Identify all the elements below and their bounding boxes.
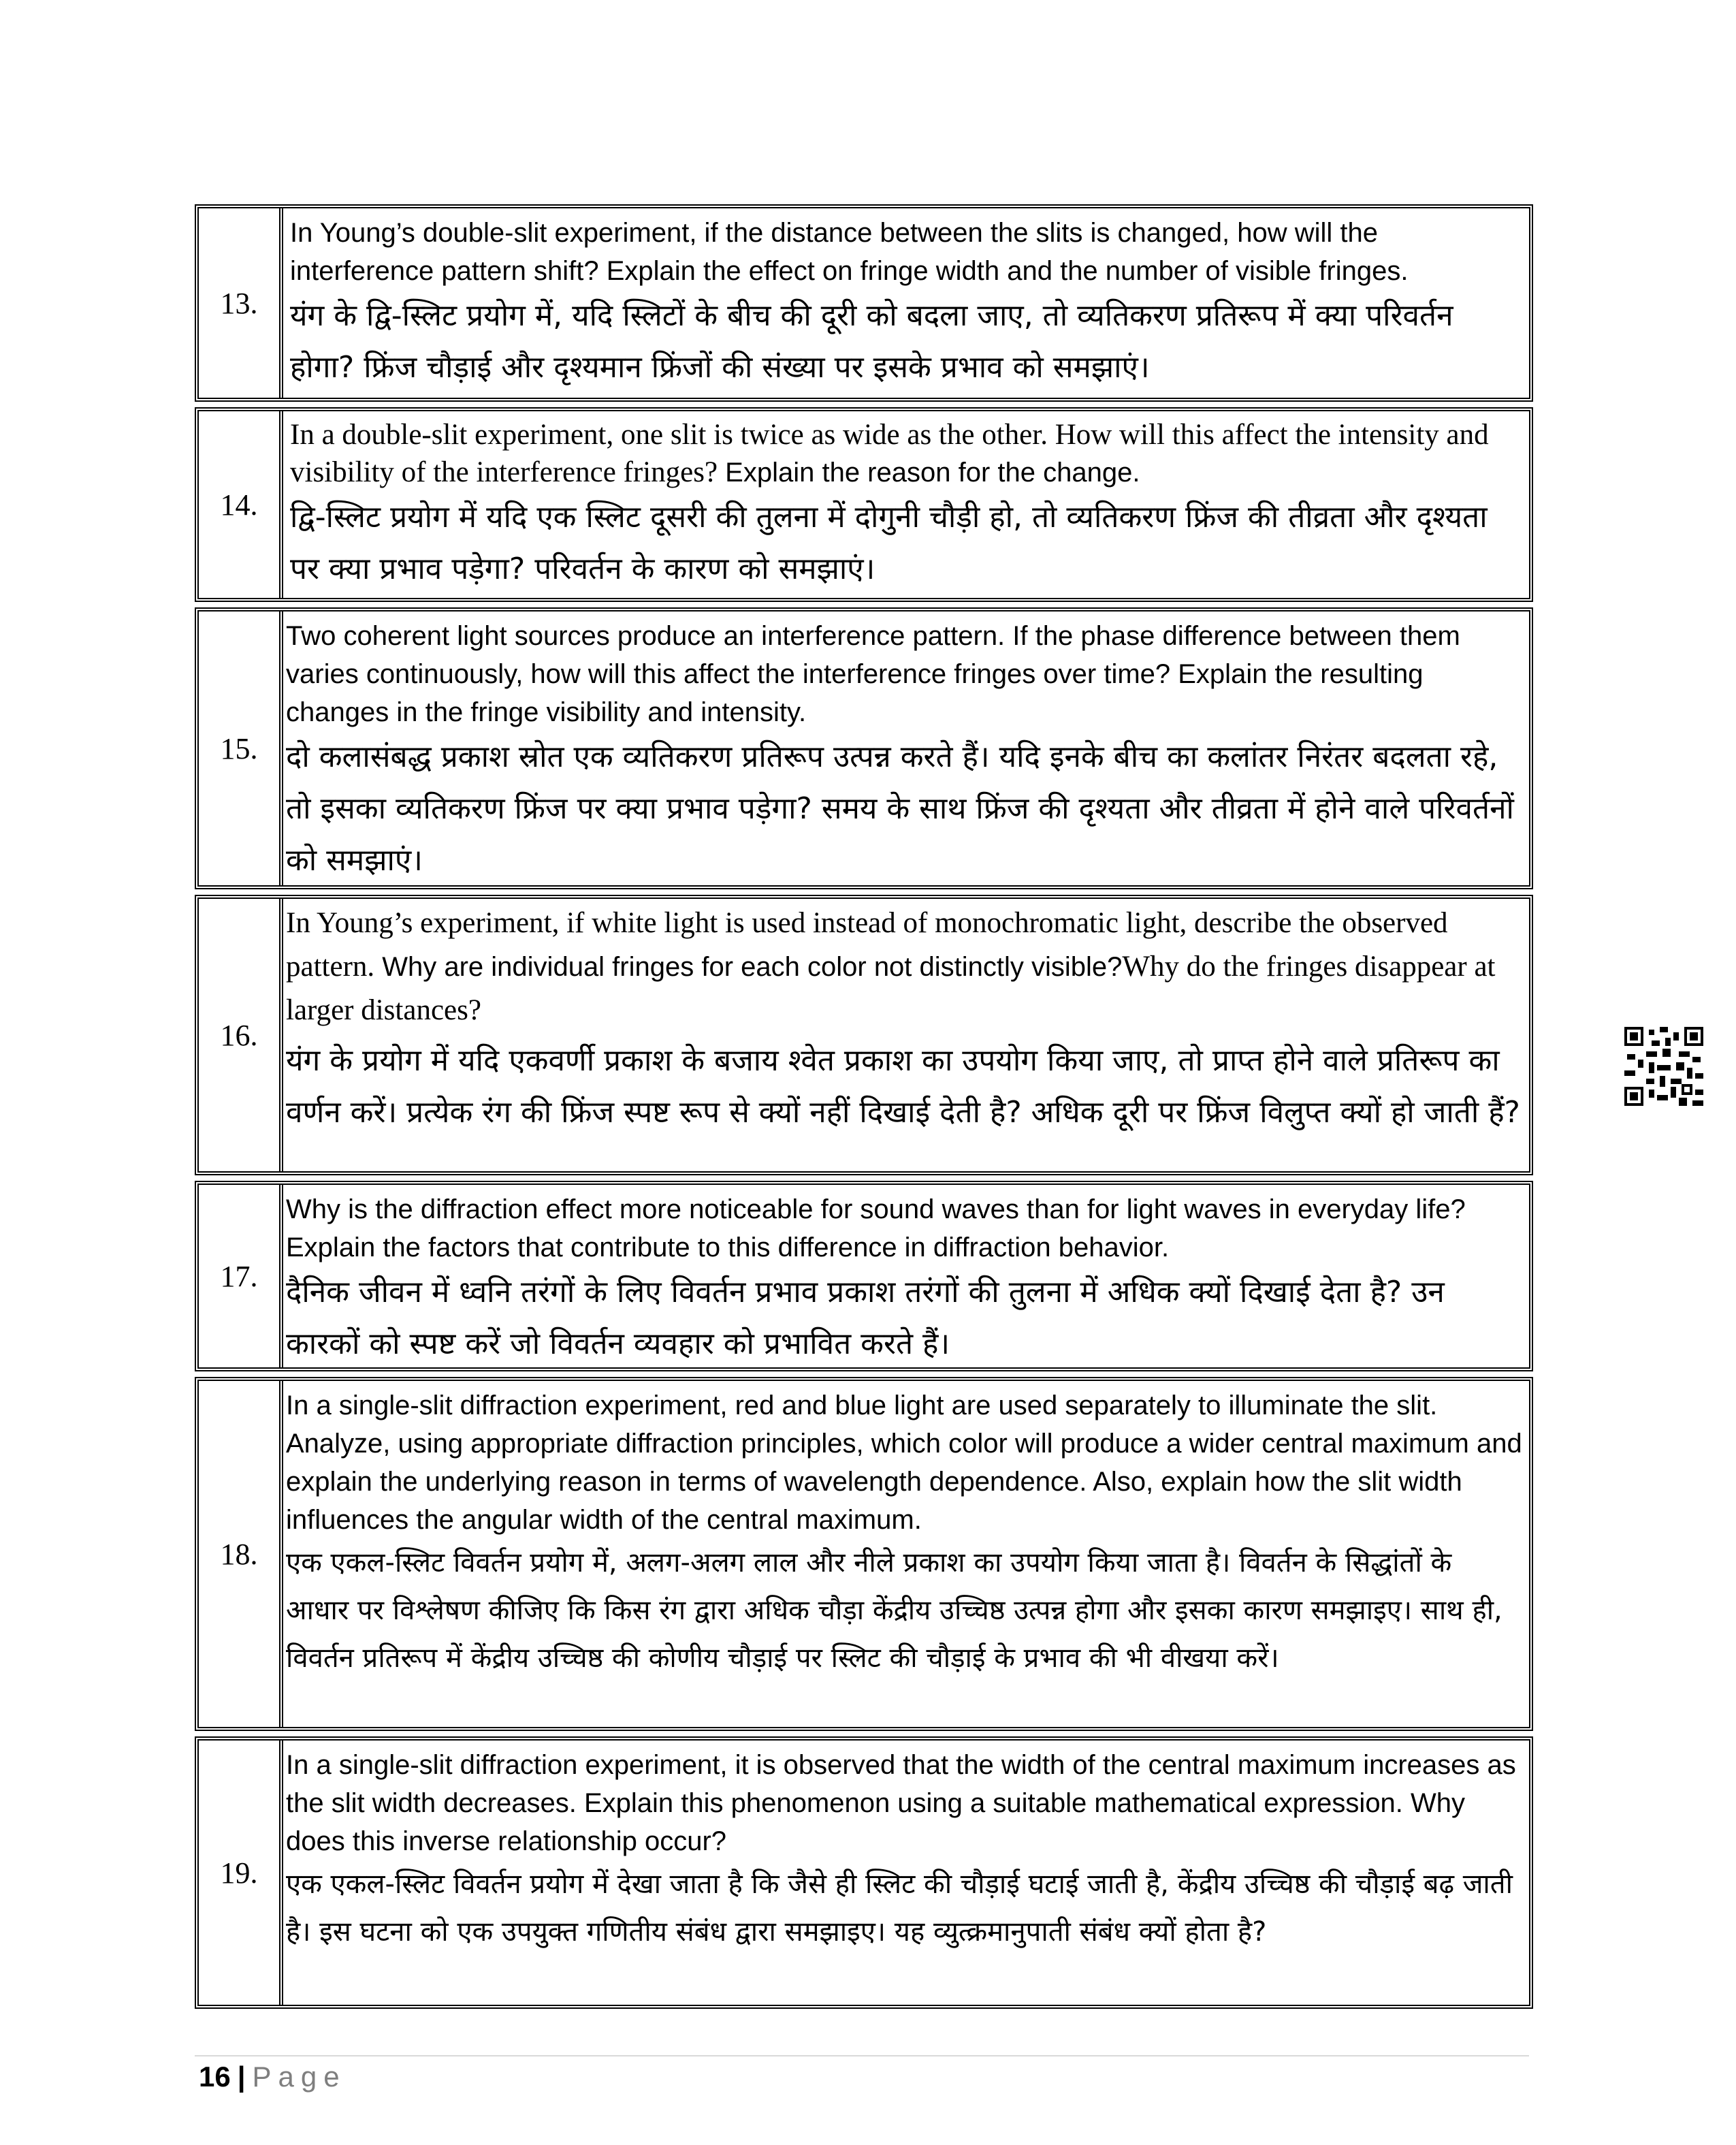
- question-english-part2: Why are individual fringes for each color not distinctly visible?: [374, 952, 1123, 982]
- page-label: Page: [252, 2061, 347, 2093]
- page-number: 16: [199, 2061, 231, 2093]
- question-english-part2: Explain the reason for the change.: [718, 458, 1140, 488]
- question-number: 19.: [199, 1741, 283, 2005]
- question-row-17: [195, 1181, 1533, 1371]
- question-english: [290, 417, 1522, 492]
- question-body: [283, 411, 1529, 598]
- question-body: [283, 1185, 1529, 1367]
- question-body: [283, 1741, 1529, 2005]
- question-body: [283, 1381, 1529, 1727]
- qr-code-icon: [1624, 1027, 1703, 1106]
- question-hindi: द्वि-स्लिट प्रयोग में यदि एक स्लिट दूसरी की तुलना में दोगुनी चौड़ी हो, तो व्यतिकरण फ्रिंज की तीव्रता और दृश्यता पर क्या प्रभाव पड़ेगा? परिवर्तन के कारण को समझाएं।: [290, 500, 1488, 586]
- footer-divider: [195, 2055, 1529, 2056]
- question-row-15: [195, 607, 1533, 889]
- question-hindi: एक एकल-स्लिट विवर्तन प्रयोग में देखा जाता है कि जैसे ही स्लिट की चौड़ाई घटाई जाती है, केंद्रीय उच्चिष्ठ की चौड़ाई बढ़ जाती है। इस घटना को एक उपयुक्त गणितीय संबंध द्वारा समझाइए। यह व्युत्क्रमानुपाती संबंध क्यों होता है?: [286, 1869, 1513, 1948]
- question-english: In Young’s double-slit experiment, if the distance between the slits is changed, how will the interference pattern shift? Explain the effect on fringe width and the number of visible fringes.: [290, 218, 1409, 286]
- question-hindi: यंग के प्रयोग में यदि एकवर्णी प्रकाश के बजाय श्वेत प्रकाश का उपयोग किया जाए, तो प्राप्त होने वाले प्रतिरूप का वर्णन करें। प्रत्येक रंग की फ्रिंज स्पष्ट रूप से क्यों नहीं दिखाई देती है? अधिक दूरी पर फ्रिंज विलुप्त क्यों हो जाती हैं?: [286, 1043, 1520, 1130]
- question-row-16: [195, 895, 1533, 1175]
- footer-separator: |: [237, 2061, 246, 2093]
- question-row-13: [195, 204, 1533, 402]
- question-table: [195, 204, 1533, 2014]
- question-hindi: एक एकल-स्लिट विवर्तन प्रयोग में, अलग-अलग लाल और नीले प्रकाश का उपयोग किया जाता है। विवर्तन के सिद्धांतों के आधार पर विश्लेषण कीजिए कि किस रंग द्वारा अधिक चौड़ा केंद्रीय उच्चिष्ठ उत्पन्न होगा और इसका कारण समझाइए। साथ ही, विवर्तन प्रतिरूप में केंद्रीय उच्चिष्ठ की कोणीय चौड़ाई पर स्लिट की चौड़ाई के प्रभाव की भी वीखया करें।: [286, 1547, 1502, 1674]
- page-footer: [199, 2061, 347, 2093]
- question-number: 18.: [199, 1381, 283, 1727]
- question-row-18: [195, 1377, 1533, 1731]
- question-number: 15.: [199, 611, 283, 885]
- question-english: In a single-slit diffraction experiment, it is observed that the width of the central maximum increases as the slit width decreases. Explain this phenomenon using a suitable mathematical expression. Why does this inverse relationship occur?: [286, 1750, 1516, 1856]
- question-body: [283, 611, 1529, 885]
- question-english-part1: In Young’s experiment, if white light is used instead of monochromatic light, describe the observed pattern.: [286, 907, 1448, 983]
- question-row-14: [195, 407, 1533, 602]
- question-number: 17.: [199, 1185, 283, 1367]
- question-body: [283, 208, 1529, 398]
- question-english-part1: In a double-slit experiment, one slit is twice as wide as the other. How will this affect the intensity and visibility of the interference fringes?: [290, 419, 1489, 488]
- question-english: Two coherent light sources produce an interference pattern. If the phase difference between them varies continuously, how will this affect the interference fringes over time? Explain the resulting changes in the fringe visibility and intensity.: [286, 621, 1460, 727]
- question-hindi: दैनिक जीवन में ध्वनि तरंगों के लिए विवर्तन प्रभाव प्रकाश तरंगों की तुलना में अधिक क्यों दिखाई देता है? उन कारकों को स्पष्ट करें जो विवर्तन व्यवहार को प्रभावित करते हैं।: [286, 1275, 1445, 1361]
- question-number: 16.: [199, 899, 283, 1171]
- question-body: [283, 899, 1529, 1171]
- question-number: 13.: [199, 208, 283, 398]
- question-english: In a single-slit diffraction experiment, red and blue light are used separately to illuminate the slit. Analyze, using appropriate diffraction principles, which color will produce a wider central maximum and explain the underlying reason in terms of wavelength dependence. Also, explain how the slit width influences the angular width of the central maximum.: [286, 1391, 1522, 1535]
- question-hindi: यंग के द्वि-स्लिट प्रयोग में, यदि स्लिटों के बीच की दूरी को बदला जाए, तो व्यतिकरण प्रतिरूप में क्या परिवर्तन होगा? फ्रिंज चौड़ाई और दृश्यमान फ्रिंजों की संख्या पर इसके प्रभाव को समझाएं।: [290, 298, 1453, 385]
- question-hindi: दो कलासंबद्ध प्रकाश स्रोत एक व्यतिकरण प्रतिरूप उत्पन्न करते हैं। यदि इनके बीच का कलांतर निरंतर बदलता रहे, तो इसका व्यतिकरण फ्रिंज पर क्या प्रभाव पड़ेगा? समय के साथ फ्रिंज की दृश्यता और तीव्रता में होने वाले परिवर्तनों को समझाएं।: [286, 740, 1514, 878]
- question-english-part3: Why do the fringes disappear at larger distances?: [286, 951, 1496, 1026]
- question-english: Why is the diffraction effect more noticeable for sound waves than for light waves in everyday life? Explain the factors that contribute to this difference in diffraction behavior.: [286, 1194, 1466, 1262]
- question-row-19: [195, 1736, 1533, 2009]
- question-english: [286, 904, 1522, 1035]
- question-number: 14.: [199, 411, 283, 598]
